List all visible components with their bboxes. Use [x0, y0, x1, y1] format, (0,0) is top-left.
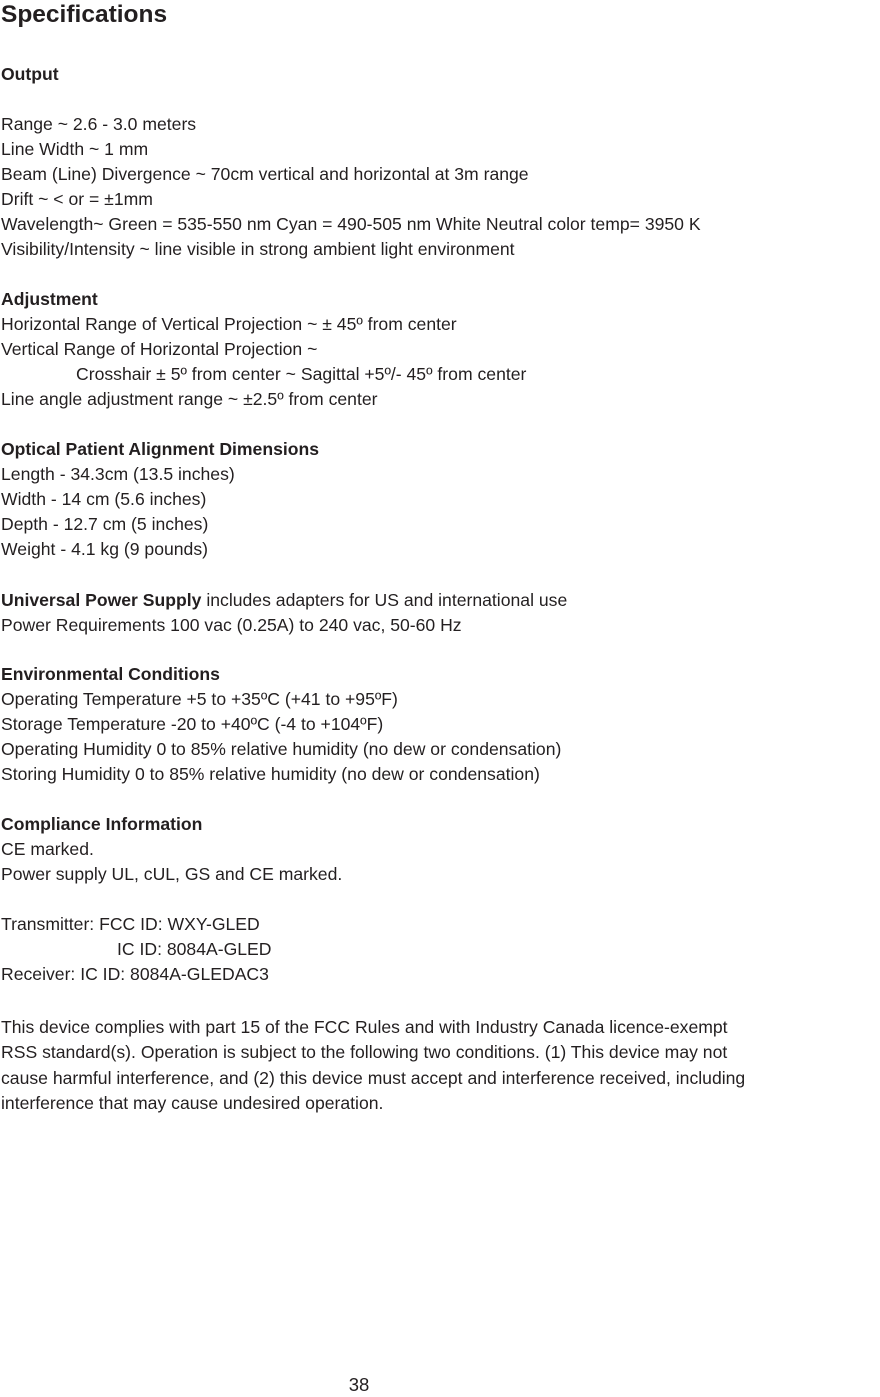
output-range: Range ~ 2.6 - 3.0 meters — [1, 114, 197, 134]
dimensions-depth: Depth - 12.7 cm (5 inches) — [1, 514, 209, 534]
compliance-transmitter: Transmitter: FCC ID: WXY-GLED — [1, 914, 260, 934]
environment-operating-humidity: Operating Humidity 0 to 85% relative humidity (no dew or condensation) — [1, 739, 562, 759]
compliance-receiver: Receiver: IC ID: 8084A-GLEDAC3 — [1, 964, 269, 984]
page-title: Specifications — [1, 1, 168, 28]
dimensions-width: Width - 14 cm (5.6 inches) — [1, 489, 207, 509]
fcc-statement-line: This device complies with part 15 of the FCC Rules and with Industry Canada licence-exempt — [1, 1017, 728, 1037]
adjustment-line-angle: Line angle adjustment range ~ ±2.5º from center — [1, 389, 378, 409]
adjustment-heading: Adjustment — [1, 289, 98, 309]
page-number: 38 — [348, 1374, 370, 1395]
fcc-statement-line: cause harmful interference, and (2) this device must accept and interference received, including — [1, 1067, 746, 1088]
compliance-ic-id: IC ID: 8084A-GLED — [117, 939, 272, 959]
compliance-power-supply: Power supply UL, cUL, GS and CE marked. — [1, 864, 343, 884]
output-line-width: Line Width ~ 1 mm — [1, 139, 149, 159]
dimensions-heading: Optical Patient Alignment Dimensions — [1, 439, 320, 459]
dimensions-length: Length - 34.3cm (13.5 inches) — [1, 464, 235, 484]
environment-storing-humidity: Storing Humidity 0 to 85% relative humidity (no dew or condensation) — [1, 764, 540, 784]
adjustment-horizontal-range: Horizontal Range of Vertical Projection ~ ± 45º from center — [1, 314, 457, 334]
output-drift: Drift ~ < or = ±1mm — [1, 189, 153, 209]
environment-storage-temp: Storage Temperature -20 to +40ºC (-4 to +104ºF) — [1, 714, 384, 734]
environment-operating-temp: Operating Temperature +5 to +35ºC (+41 to +95ºF) — [1, 689, 398, 709]
output-wavelength: Wavelength~ Green = 535-550 nm Cyan = 490-505 nm White Neutral color temp= 3950 K — [1, 214, 701, 234]
power-heading: Universal Power Supply — [1, 590, 202, 610]
fcc-statement-line: interference that may cause undesired operation. — [1, 1092, 384, 1113]
power-requirements: Power Requirements 100 vac (0.25A) to 240 vac, 50-60 Hz — [1, 615, 462, 635]
output-beam-divergence: Beam (Line) Divergence ~ 70cm vertical and horizontal at 3m range — [1, 164, 529, 184]
power-heading-line — [1, 588, 567, 613]
output-visibility: Visibility/Intensity ~ line visible in strong ambient light environment — [1, 239, 515, 259]
compliance-heading: Compliance Information — [1, 814, 203, 834]
dimensions-weight: Weight - 4.1 kg (9 pounds) — [1, 539, 209, 559]
adjustment-vertical-range: Vertical Range of Horizontal Projection ~ — [1, 339, 318, 359]
adjustment-crosshair: Crosshair ± 5º from center ~ Sagittal +5º/- 45º from center — [76, 364, 527, 384]
fcc-statement-line: RSS standard(s). Operation is subject to the following two conditions. (1) This device may not — [1, 1042, 728, 1063]
output-heading: Output — [1, 64, 59, 84]
environment-heading: Environmental Conditions — [1, 664, 220, 684]
compliance-ce-marked: CE marked. — [1, 839, 94, 859]
fcc-statement — [1, 1015, 880, 1116]
power-heading-suffix: includes adapters for US and international use — [201, 590, 568, 610]
